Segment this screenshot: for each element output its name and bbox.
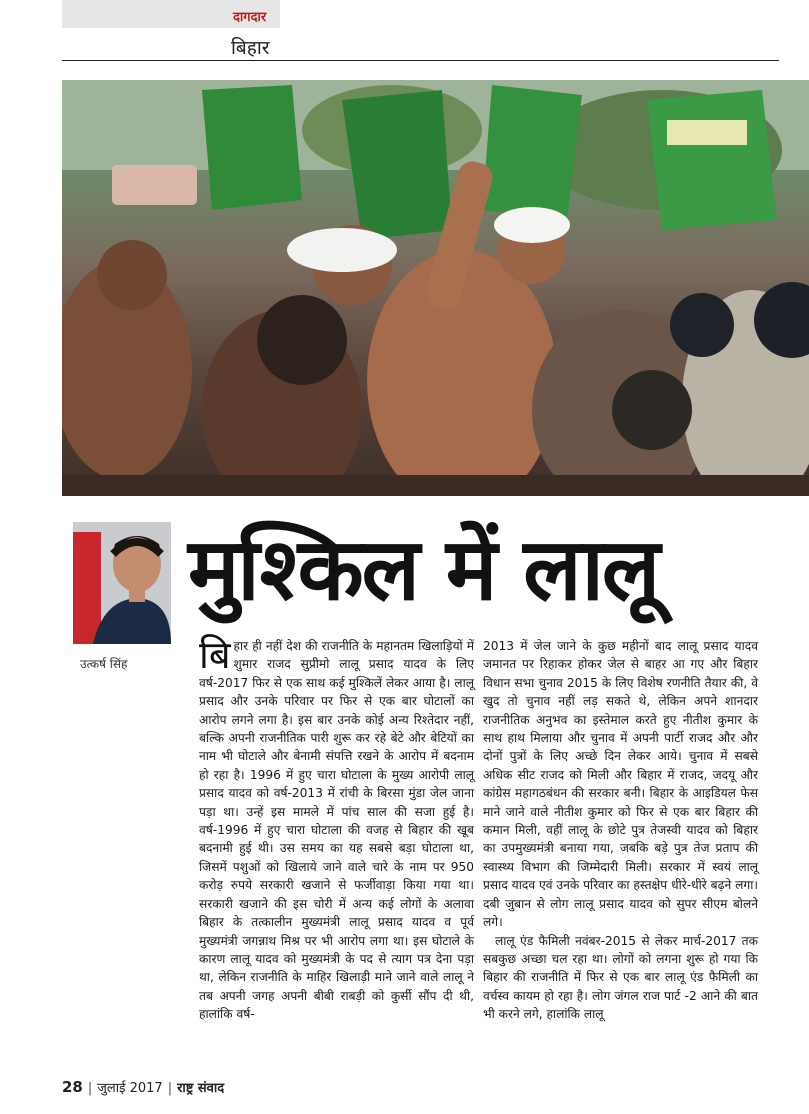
- page-number: 28: [62, 1078, 83, 1096]
- article-paragraph: [199, 633, 474, 1024]
- section-title: बिहार: [231, 37, 270, 59]
- article-column-right: [483, 637, 758, 1024]
- drop-cap: बि: [199, 633, 231, 677]
- page-footer: [62, 1078, 224, 1096]
- footer-separator: |: [167, 1081, 173, 1096]
- paragraph-text: हार ही नहीं देश की राजनीति के महानतम खिलाड़ियों में शुमार राजद सुप्रीमो लालू प्रसाद यादव के लिए वर्ष-2017 फिर से एक साथ कई मुश्किलें लेकर आया है। लालू प्रसाद और उनके परिवार पर फिर से एक बार घोटालों का आरोप लगने लगा है। इस बार उनके कोई अन्य रिश्तेदार नहीं, बल्कि अपनी राजनीतिक पारी शुरू कर रहे बेटे और बेटियों का नाम भी घोटाले और बेनामी संपत्ति रखने के आरोप में बदनाम हो रहा है। 1996 में हुए चारा घोटाला के मुख्य आरोपी लालू प्रसाद यादव को वर्ष-2013 में रांची के बिरसा मुंडा जेल जाना पड़ा था। उन्हें इस मामले में पांच साल की सजा हुई है। वर्ष-1996 में हुए चारा घोटाला की वजह से बिहार की खूब बदनामी हुई थी। उस समय का यह सबसे बड़ा घोटाला था, जिसमें पशुओं को खिलाये जाने वाले चारे के नाम पर 950 करोड़ रुपये सरकारी खजाने से फर्जीवाड़ा किया गया था। सरकारी खजाने की इस चोरी में अन्य कई लोगों के अलावा बिहार के तत्कालीन मुख्यमंत्री लालू प्रसाद यादव व पूर्व मुख्यमंत्री जगन्नाथ मिश्र पर भी आरोप लगा था। इस घोटाले के कारण लालू यादव को मुख्यमंत्री के पद से त्याग पत्र देना पड़ा था, लेकिन राजनीति के माहिर खिलाड़ी माने जाने वाले लालू ने तब अपनी जगह अपनी बीबी राबड़ी को कुर्सी सौंप दी थी, हालांकि वर्ष-: [199, 639, 474, 1022]
- footer-separator: |: [87, 1081, 93, 1096]
- header-rule: [62, 60, 779, 61]
- article-paragraph: 2013 में जेल जाने के कुछ महीनों बाद लालू प्रसाद यादव जमानत पर रिहाकर होकर जेल से बाहर आ गए और बिहार विधान सभा चुनाव 2015 के लिए विशेष रणनीति तैयार की, वे खुद तो चुनाव नहीं लड़ सकते थे, लेकिन अपने शानदार राजनीतिक अनुभव का इस्तेमाल करते हुए नीतीश कुमार के साथ हाथ मिलाया और चुनाव में अपनी पार्टी राजद और और दोनों पुत्रों के लिए अच्छे दिन लेकर आये। चुनाव में सबसे अधिक सीट राजद को मिली और बिहार में राजद, जदयू और कांग्रेस महागठबंधन की सरकार बनी। बिहार के आइडियल फेस माने जाने वाले नीतीश कुमार को फिर से एक बार बिहार की कमान मिली, वहीं लालू के छोटे पुत्र तेजस्वी यादव को बिहार का उपमुख्यमंत्री बनाया गया, जबकि बड़े पुत्र तेज प्रताप की स्वास्थ्य विभाग की जिम्मेदारी मिली। सरकार में स्वयं लालू प्रसाद यादव एवं उनके परिवार का हस्तक्षेप धीरे-धीरे बढ़ने लगा। दबी जुबान से लोग लालू प्रसाद यादव को सुपर सीएम बोलने लगे।: [483, 639, 758, 930]
- section-kicker: दागदार: [233, 10, 267, 25]
- headline: मुश्किल में लालू: [188, 520, 659, 620]
- lead-photo: [62, 80, 809, 496]
- author-photo: [73, 522, 171, 644]
- magazine-name: राष्ट्र संवाद: [177, 1081, 225, 1096]
- issue-date: जुलाई 2017: [97, 1081, 163, 1096]
- article-column-left: [199, 633, 474, 1024]
- author-name: उत्कर्ष सिंह: [80, 657, 128, 671]
- article-paragraph: लालू एंड फैमिली नवंबर-2015 से लेकर मार्च-2017 तक सबकुछ अच्छा चल रहा था। लोगों को लगना शुरू हो गया कि बिहार की राजनीति में फिर से एक बार लालू एंड फैमिली का वर्चस्व कायम हो रहा है। लोग जंगल राज पार्ट -2 आने की बात भी करने लगे, हालांकि लालू: [483, 933, 758, 1022]
